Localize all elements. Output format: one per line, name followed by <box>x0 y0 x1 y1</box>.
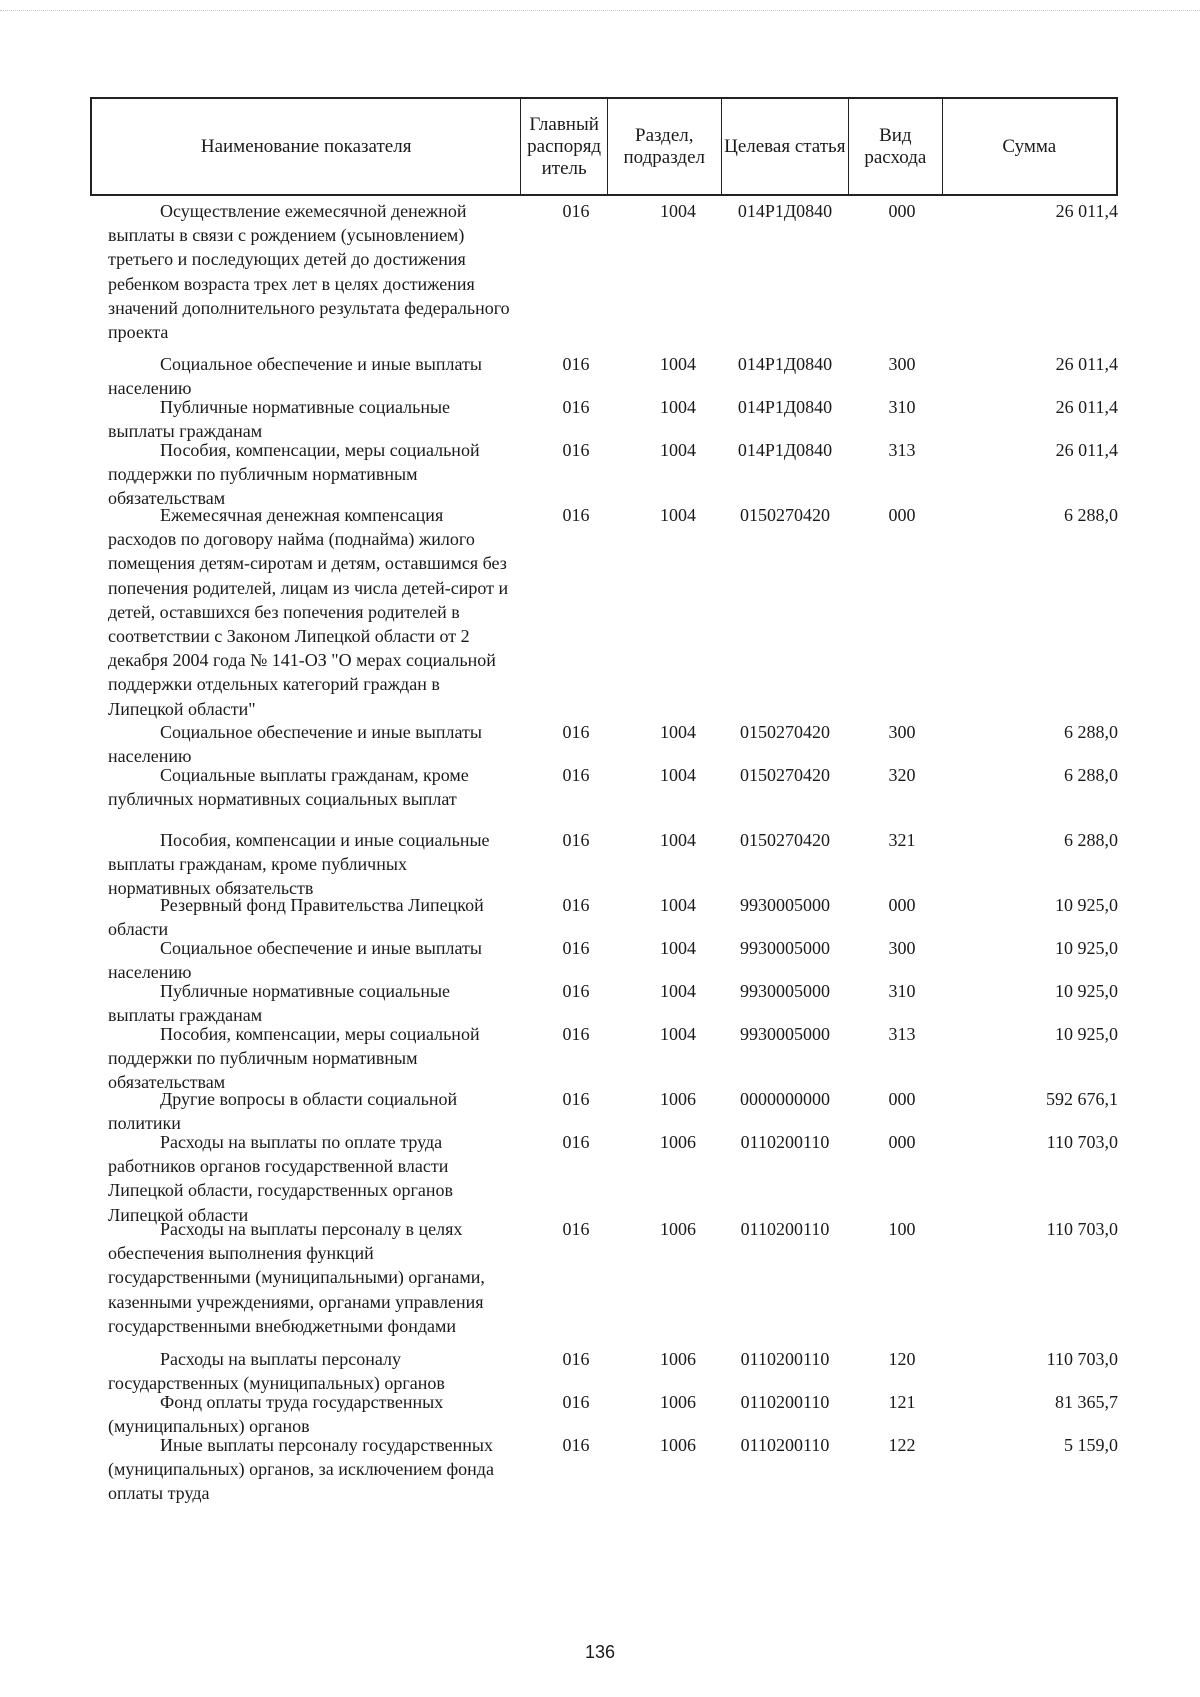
header-sum: Сумма <box>942 99 1116 194</box>
row-razd: 1004 <box>660 765 696 785</box>
row-cel: 014Р1Д0840 <box>737 354 833 374</box>
row-glav: 016 <box>562 1435 590 1455</box>
row-glav: 016 <box>562 1349 590 1369</box>
row-name: Осуществление ежемесячной денежной выплаты в связи с рождением (усыновлением) третьего и последующих детей до достижения ребенком возраста трех лет в целях достижения значений дополнительного результата федерального проекта <box>108 201 510 343</box>
row-name: Иные выплаты персоналу государственных (муниципальных) органов, за исключением фонда оплаты труда <box>108 1435 494 1504</box>
row-cel: 0150270420 <box>740 830 830 850</box>
row-glav: 016 <box>562 1089 590 1109</box>
row-razd: 1004 <box>660 201 696 221</box>
row-cel: 9930005000 <box>740 981 830 1001</box>
row-glav: 016 <box>562 1024 590 1044</box>
row-name: Публичные нормативные социальные выплаты гражданам <box>108 397 451 442</box>
row-razd: 1006 <box>660 1349 696 1369</box>
row-cel: 0150270420 <box>740 722 830 742</box>
row-glav: 016 <box>562 895 590 915</box>
header-glav: Главный распоряд итель <box>520 99 607 194</box>
row-razd: 1004 <box>660 354 696 374</box>
row-sum: 26 011,4 <box>1055 440 1118 460</box>
row-cel: 0000000000 <box>740 1089 830 1109</box>
row-vid: 000 <box>888 895 916 915</box>
row-razd: 1004 <box>660 938 696 958</box>
row-name: Резервный фонд Правительства Липецкой области <box>108 895 484 940</box>
row-name: Социальные выплаты гражданам, кроме публичных нормативных социальных выплат <box>108 765 469 810</box>
row-vid: 000 <box>888 201 916 221</box>
row-name: Расходы на выплаты персоналу в целях обеспечения выполнения функций государственными (муниципальными) органами, казенными учреждениями, органами управления государственными внебюджетными фондами <box>108 1219 485 1336</box>
row-name: Социальное обеспечение и иные выплаты населению <box>108 354 482 399</box>
row-name: Ежемесячная денежная компенсация расходов по договору найма (поднайма) жилого помещения детям-сиротам и детям, оставшимся без попечения родителей, лицам из числа детей-сирот и детей, оставшихся без попечения родителей в соответствии с Законом Липецкой области от 2 декабря 2004 года № 141-ОЗ "О мерах социальной поддержки отдельных категорий граждан в Липецкой области" <box>108 505 509 719</box>
row-sum: 6 288,0 <box>1064 505 1118 525</box>
row-razd: 1004 <box>660 505 696 525</box>
row-sum: 6 288,0 <box>1064 830 1118 850</box>
row-cel: 0110200110 <box>740 1435 830 1455</box>
row-name: Пособия, компенсации и иные социальные выплаты гражданам, кроме публичных нормативных обязательств <box>108 830 490 899</box>
row-glav: 016 <box>562 1219 590 1239</box>
row-vid: 313 <box>888 440 916 460</box>
row-cel: 014Р1Д0840 <box>737 440 833 460</box>
row-vid: 300 <box>888 938 916 958</box>
row-vid: 300 <box>888 722 916 742</box>
header-vid: Вид расхода <box>848 99 942 194</box>
row-razd: 1006 <box>660 1435 696 1455</box>
row-vid: 000 <box>888 505 916 525</box>
row-vid: 100 <box>888 1219 916 1239</box>
row-vid: 313 <box>888 1024 916 1044</box>
row-glav: 016 <box>562 981 590 1001</box>
row-glav: 016 <box>562 1392 590 1412</box>
row-glav: 016 <box>562 1132 590 1152</box>
header-razd: Раздел, подраздел <box>607 99 721 194</box>
row-vid: 000 <box>888 1089 916 1109</box>
row-cel: 0110200110 <box>740 1392 830 1412</box>
row-cel: 0110200110 <box>740 1349 830 1369</box>
row-name: Расходы на выплаты по оплате труда работников органов государственной власти Липецкой области, государственных органов Липецкой области <box>108 1132 453 1225</box>
row-vid: 300 <box>888 354 916 374</box>
row-cel: 0150270420 <box>740 505 830 525</box>
row-sum: 26 011,4 <box>1055 354 1118 374</box>
row-glav: 016 <box>562 397 590 417</box>
page-top-rule <box>0 10 1200 11</box>
row-glav: 016 <box>562 830 590 850</box>
row-cel: 0150270420 <box>740 765 830 785</box>
row-razd: 1006 <box>660 1089 696 1109</box>
row-razd: 1004 <box>660 722 696 742</box>
row-name: Фонд оплаты труда государственных (муниципальных) органов <box>108 1392 444 1437</box>
row-glav: 016 <box>562 201 590 221</box>
row-vid: 121 <box>888 1392 916 1412</box>
row-cel: 014Р1Д0840 <box>737 201 833 221</box>
row-vid: 310 <box>888 397 916 417</box>
row-glav: 016 <box>562 505 590 525</box>
row-razd: 1004 <box>660 895 696 915</box>
row-sum: 26 011,4 <box>1055 201 1118 221</box>
row-sum: 110 703,0 <box>1046 1349 1118 1369</box>
page-number: 136 <box>584 1642 616 1662</box>
row-sum: 110 703,0 <box>1046 1219 1118 1239</box>
row-sum: 6 288,0 <box>1064 722 1118 742</box>
row-vid: 310 <box>888 981 916 1001</box>
row-name: Расходы на выплаты персоналу государственных (муниципальных) органов <box>108 1349 445 1394</box>
row-sum: 10 925,0 <box>1055 938 1118 958</box>
header-cel: Целевая статья <box>721 99 849 194</box>
row-cel: 014Р1Д0840 <box>737 397 833 417</box>
row-razd: 1004 <box>660 397 696 417</box>
row-name: Пособия, компенсации, меры социальной поддержки по публичным нормативным обязательствам <box>108 440 480 509</box>
row-vid: 122 <box>888 1435 916 1455</box>
row-razd: 1004 <box>660 981 696 1001</box>
row-vid: 000 <box>888 1132 916 1152</box>
row-cel: 9930005000 <box>740 895 830 915</box>
row-glav: 016 <box>562 722 590 742</box>
row-cel: 0110200110 <box>740 1219 830 1239</box>
row-name: Пособия, компенсации, меры социальной поддержки по публичным нормативным обязательствам <box>108 1024 480 1093</box>
row-cel: 9930005000 <box>740 938 830 958</box>
budget-table <box>90 97 1118 1504</box>
row-cel: 9930005000 <box>740 1024 830 1044</box>
row-vid: 120 <box>888 1349 916 1369</box>
row-glav: 016 <box>562 440 590 460</box>
row-name: Другие вопросы в области социальной политики <box>108 1089 458 1134</box>
row-sum: 5 159,0 <box>1064 1435 1118 1455</box>
row-sum: 10 925,0 <box>1055 1024 1118 1044</box>
row-razd: 1006 <box>660 1392 696 1412</box>
row-cel: 0110200110 <box>740 1132 830 1152</box>
row-glav: 016 <box>562 765 590 785</box>
row-sum: 81 365,7 <box>1055 1392 1118 1412</box>
row-razd: 1004 <box>660 830 696 850</box>
row-razd: 1006 <box>660 1132 696 1152</box>
row-sum: 10 925,0 <box>1055 895 1118 915</box>
row-glav: 016 <box>562 354 590 374</box>
row-glav: 016 <box>562 938 590 958</box>
row-name: Публичные нормативные социальные выплаты гражданам <box>108 981 451 1026</box>
table-header <box>90 97 1118 196</box>
row-sum: 6 288,0 <box>1064 765 1118 785</box>
row-sum: 10 925,0 <box>1055 981 1118 1001</box>
row-sum: 592 676,1 <box>1046 1089 1118 1109</box>
row-vid: 320 <box>888 765 916 785</box>
row-sum: 26 011,4 <box>1055 397 1118 417</box>
header-name: Наименование показателя <box>200 135 412 157</box>
row-name: Социальное обеспечение и иные выплаты населению <box>108 722 482 767</box>
row-vid: 321 <box>888 830 916 850</box>
row-name: Социальное обеспечение и иные выплаты населению <box>108 938 482 983</box>
row-sum: 110 703,0 <box>1046 1132 1118 1152</box>
row-razd: 1004 <box>660 440 696 460</box>
row-razd: 1006 <box>660 1219 696 1239</box>
row-razd: 1004 <box>660 1024 696 1044</box>
